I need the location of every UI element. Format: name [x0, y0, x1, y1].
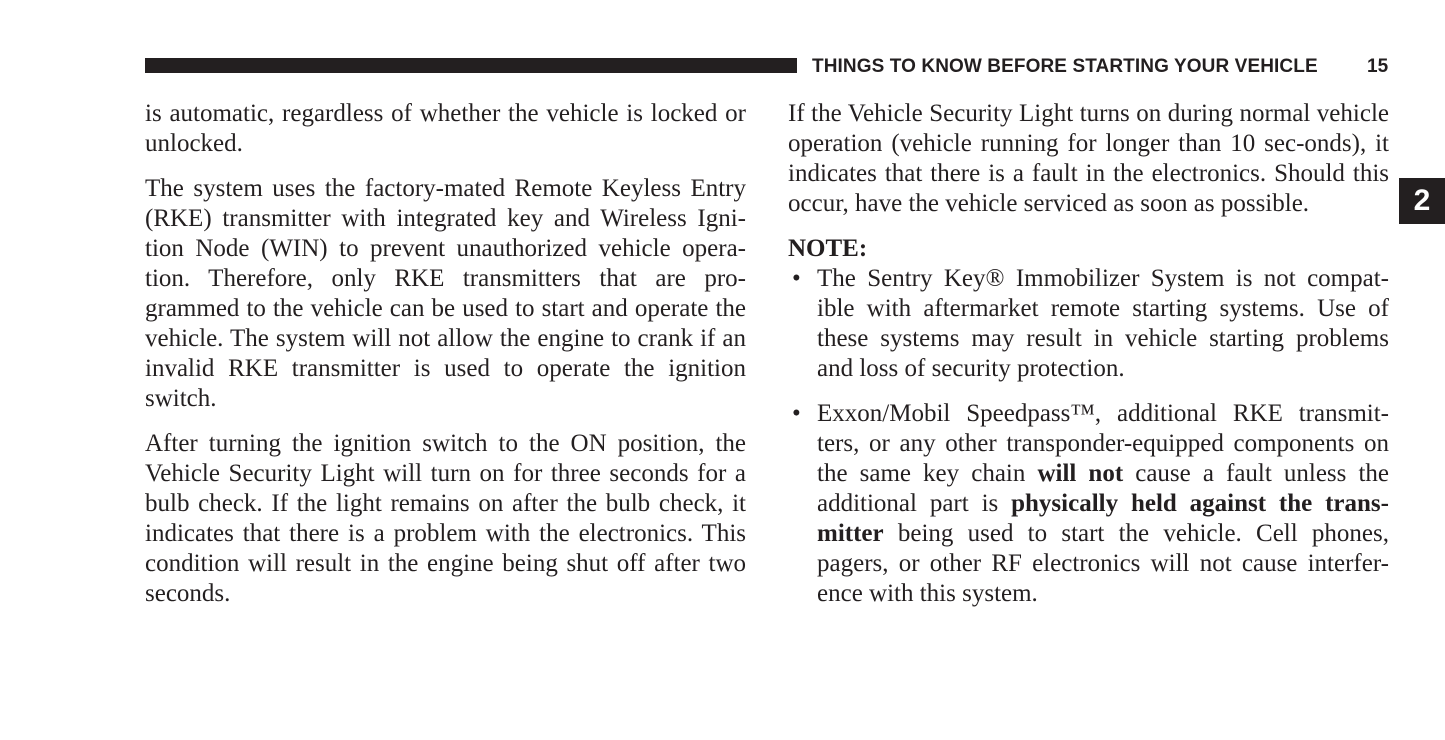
page-number: 15: [1367, 56, 1389, 77]
bullet-text: The Sentry Key® Immobilizer System is not compat-ible with aftermarket remote starting systems. Use of these systems may result in vehicle starting problems and loss of security protection.: [817, 265, 1389, 382]
paragraph: is automatic, regardless of whether the vehicle is locked or unlocked.: [145, 100, 746, 157]
left-column: [145, 99, 746, 624]
bullet-icon: •: [792, 265, 801, 292]
bullet-text-segment: being used to start the vehicle. Cell phones, pagers, or other RF electronics will not cause interfer-ence with this system.: [817, 520, 1389, 607]
bold-emphasis: physically held against the trans-mitter: [817, 490, 1389, 547]
bullet-text-segment: Exxon/Mobil Speedpass™, additional RKE transmit-ters, or any other transponder-equipped components on the same key chain: [817, 400, 1389, 487]
bullet-icon: •: [792, 400, 801, 427]
section-tab: 2: [1399, 178, 1445, 224]
right-column: [788, 99, 1389, 624]
bullet-text: [817, 400, 1389, 607]
list-item: [788, 264, 1389, 384]
note-heading: NOTE:: [788, 235, 868, 262]
header-rule: [145, 58, 797, 73]
bold-emphasis: will not: [1037, 460, 1124, 487]
list-item: [788, 399, 1389, 609]
paragraph: The system uses the factory-mated Remote Keyless Entry (RKE) transmitter with integrated key and Wireless Igni-tion Node (WIN) to prevent unauthorized vehicle opera-tion. Therefore, only RKE transmitters that are pro-grammed to the vehicle can be used to start and operate the vehicle. The system will not allow the engine to crank if an invalid RKE transmitter is used to operate the ignition switch.: [145, 175, 746, 412]
bullet-text-segment: cause a fault unless the additional part is: [817, 460, 1389, 517]
paragraph: If the Vehicle Security Light turns on during normal vehicle operation (vehicle running for longer than 10 sec-onds), it indicates that there is a fault in the electronics. Should this occur, have the vehicle serviced as soon as possible.: [788, 100, 1389, 217]
paragraph: After turning the ignition switch to the ON position, the Vehicle Security Light will turn on for three seconds for a bulb check. If the light remains on after the bulb check, it indicates that there is a problem with the electronics. This condition will result in the engine being shut off after two seconds.: [145, 430, 746, 607]
running-header-title: THINGS TO KNOW BEFORE STARTING YOUR VEHICLE: [812, 56, 1318, 77]
note-bullet-list: [788, 264, 1389, 609]
